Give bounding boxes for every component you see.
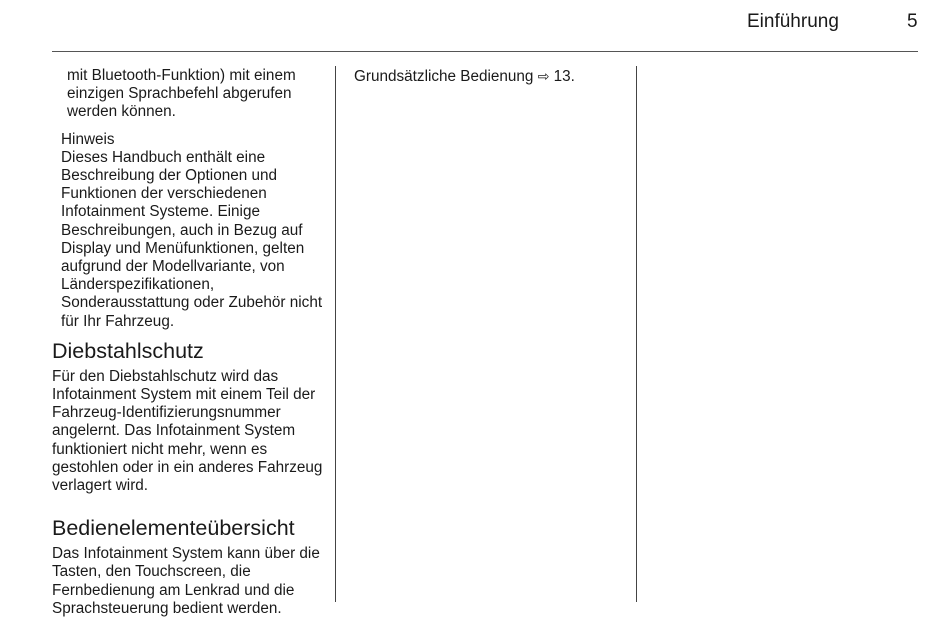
cross-reference-page: 13. <box>553 68 575 85</box>
section-heading-bedienelemente: Bedienelementeübersicht <box>52 516 295 541</box>
page-header-title: Einführung <box>747 11 839 32</box>
continuation-text: mit Bluetooth-Funktion) mit einem einzigen Sprachbefehl abgerufen werden können. <box>67 67 296 121</box>
page-number: 5 <box>907 11 918 32</box>
note-body: Dieses Handbuch enthält eine Beschreibung der Optionen und Funktionen der verschiedenen Infotainment Systeme. Einige Beschreibungen, auch in Bezug auf Display und Menüfunktionen, gelten aufgrund der Modellvariante, von Länderspezifikationen, Sonderausstattung oder Zubehör nicht für Ihr Fahrzeug. <box>61 148 323 330</box>
note-label: Hinweis <box>61 130 115 148</box>
section-heading-diebstahlschutz: Diebstahlschutz <box>52 338 204 363</box>
header-divider <box>52 51 918 52</box>
cross-reference-text: Grundsätzliche Bedienung <box>354 68 534 85</box>
cross-reference[interactable] <box>354 67 624 86</box>
page-ref-arrow-icon: ⇨ <box>537 68 550 84</box>
section-body-bedienelemente: Das Infotainment System kann über die Tasten, den Touchscreen, die Fernbedienung am Lenkrad und die Sprachsteuerung bedient werden. <box>52 545 320 617</box>
column-divider-1 <box>335 66 336 602</box>
column-divider-2 <box>636 66 637 602</box>
column-1 <box>52 67 324 618</box>
section-body-diebstahlschutz: Für den Diebstahlschutz wird das Infotainment System mit einem Teil der Fahrzeug-Identifizierungsnummer angelernt. Das Infotainment System funktioniert nicht mehr, wenn es gestohlen oder in ein anderes Fahrzeug verlagert wird. <box>52 367 323 495</box>
column-2 <box>354 67 624 86</box>
